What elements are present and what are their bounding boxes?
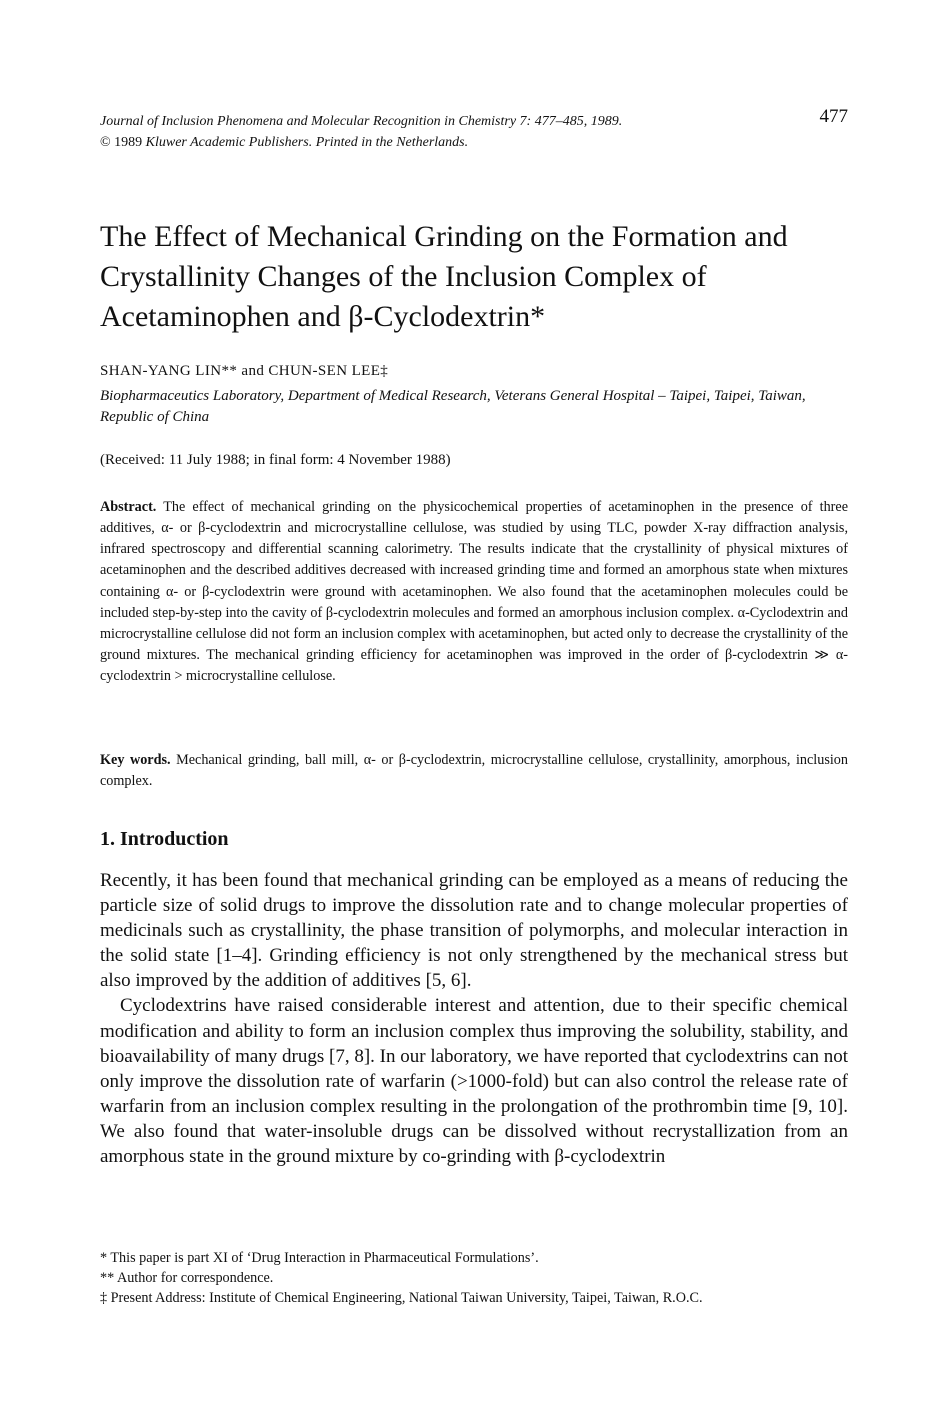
journal-citation: Journal of Inclusion Phenomena and Molecular Recognition in Chemistry 7: 477–485, 1989.: [100, 114, 623, 129]
affiliation: Biopharmaceutics Laboratory, Department of Medical Research, Veterans General Hospital – Taipei, Taipei, Taiwan, Republic of China: [100, 388, 806, 425]
copyright-line: [100, 132, 848, 153]
received-dates: (Received: 11 July 1988; in final form: 4 November 1988): [100, 452, 451, 468]
paragraph: Recently, it has been found that mechanical grinding can be employed as a means of reducing the particle size of solid drugs to improve the dissolution rate and to change molecular properties of medicinals such as crystallinity, the phase transition of polymorphs, and molecular interaction in the solid state [1–4]. Grinding efficiency is not only strengthened by the mechanical stress but also improved by the addition of additives [5, 6].: [100, 870, 848, 992]
paragraph: Cyclodextrins have raised considerable interest and attention, due to their specific chemical modification and ability to form an inclusion complex thus improving the solubility, stability, and bioavailability of many drugs [7, 8]. In our laboratory, we have reported that cyclodextrins can not only improve the dissolution rate of warfarin (>1000-fold) but can also control the release rate of warfarin from an inclusion complex resulting in the prolongation of the prothrombin time [9, 10]. We also found that water-insoluble drugs can be dissolved without recrystallization from an amorphous state in the ground mixture by co-grinding with β-cyclodextrin: [100, 995, 848, 1168]
keywords-label: Key words.: [100, 752, 171, 768]
footnote: ** Author for correspondence.: [100, 1270, 274, 1286]
paper-title: The Effect of Mechanical Grinding on the Formation and Crystallinity Changes of the Inclusion Complex of Acetaminophen and β-Cyclodextrin*: [100, 220, 788, 333]
abstract-text: The effect of mechanical grinding on the physicochemical properties of acetaminophen in the presence of three additives, α- or β-cyclodextrin and microcrystalline cellulose, was studied by using TLC, powder X-ray diffraction analysis, infrared spectroscopy and differential scanning calorimetry. The results indicate that the crystallinity of physical mixtures of acetaminophen and the described additives decreased with increased grinding time and formed an amorphous state when mixtures containing α- or β-cyclodextrin were ground with acetaminophen. We also found that the acetaminophen molecules could be included step-by-step into the cavity of β-cyclodextrin molecules and formed an amorphous inclusion complex. α-Cyclodextrin and microcrystalline cellulose did not form an inclusion complex with acetaminophen, but acted only to decrease the crystallinity of the ground mixtures. The mechanical grinding efficiency for acetaminophen was improved in the order of β-cyclodextrin ≫ α-cyclodextrin > microcrystalline cellulose.: [100, 499, 848, 685]
footnotes: [100, 1248, 848, 1308]
introduction-body: [100, 868, 848, 1169]
printed-location: Printed in the Netherlands.: [315, 135, 469, 150]
publisher: Kluwer Academic Publishers.: [145, 135, 313, 150]
section-heading: 1. Introduction: [100, 828, 229, 850]
keywords: [100, 750, 848, 792]
copyright-symbol: ©: [100, 135, 111, 150]
abstract-label: Abstract.: [100, 499, 157, 515]
keywords-text: Mechanical grinding, ball mill, α- or β-cyclodextrin, microcrystalline cellulose, crystallinity, amorphous, inclusion complex.: [100, 752, 848, 789]
footnote: ‡ Present Address: Institute of Chemical Engineering, National Taiwan University, Taipei, Taiwan, R.O.C.: [100, 1290, 703, 1306]
page-number: 477: [819, 106, 848, 127]
abstract: [100, 497, 848, 687]
authors: SHAN-YANG LIN** and CHUN-SEN LEE‡: [100, 363, 389, 379]
copyright-year: 1989: [114, 135, 143, 150]
footnote: * This paper is part XI of ‘Drug Interaction in Pharmaceutical Formulations’.: [100, 1250, 539, 1266]
running-head: [100, 111, 848, 153]
